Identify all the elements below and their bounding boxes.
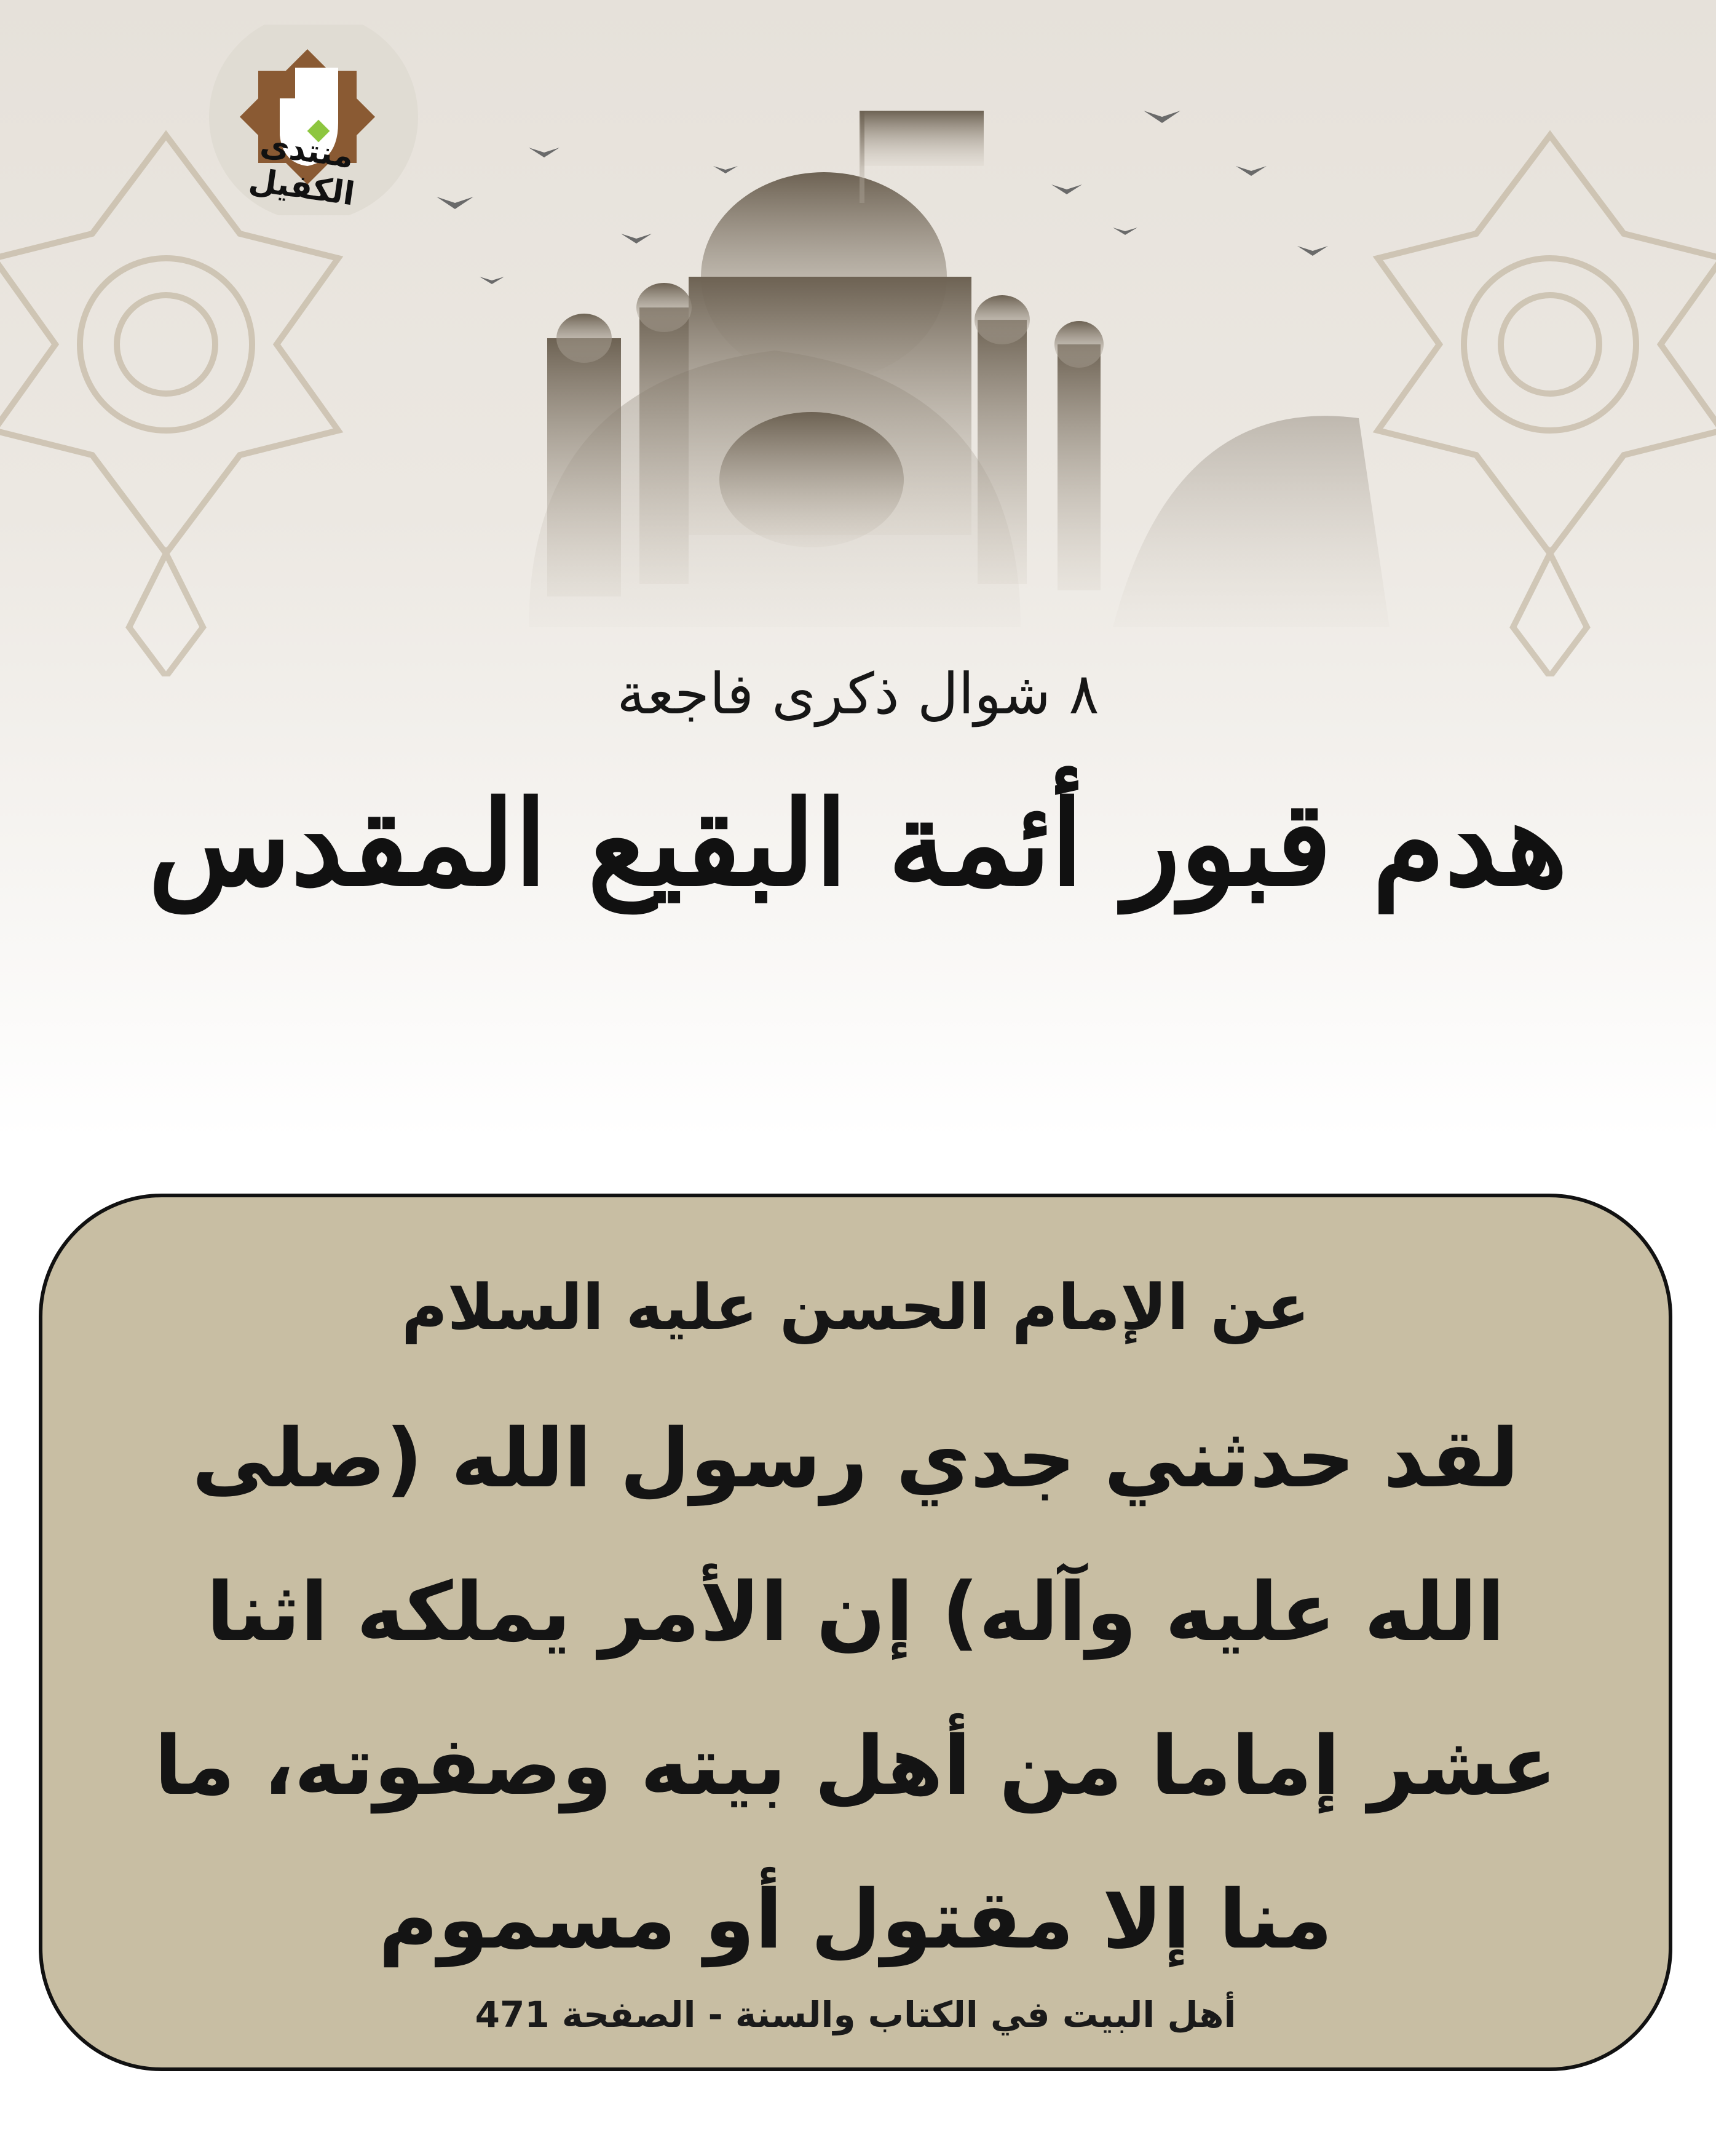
date-title: ٨ شوال ذكرى فاجعة — [617, 661, 1099, 727]
quote-text: لقد حدثني جدي رسول الله (صلى الله عليه وآله) إن الأمر يملكه اثنا عشر إماما من أهل بيته وصفوته، ما منا إلا مقتول أو مسموم — [154, 1411, 1557, 1967]
logo-text: منتدى الكفيل — [247, 125, 357, 213]
quote-box — [39, 1194, 1672, 2071]
main-title: هدم قبور أئمة البقيع المقدس — [148, 775, 1568, 912]
quote-citation: أهل البيت في الكتاب والسنة - الصفحة 471 — [475, 1994, 1236, 2035]
shrine-illustration — [344, 74, 1390, 658]
quote-heading: عن الإمام الحسن عليه السلام — [401, 1271, 1310, 1344]
islamic-ornament-right — [1359, 123, 1716, 676]
